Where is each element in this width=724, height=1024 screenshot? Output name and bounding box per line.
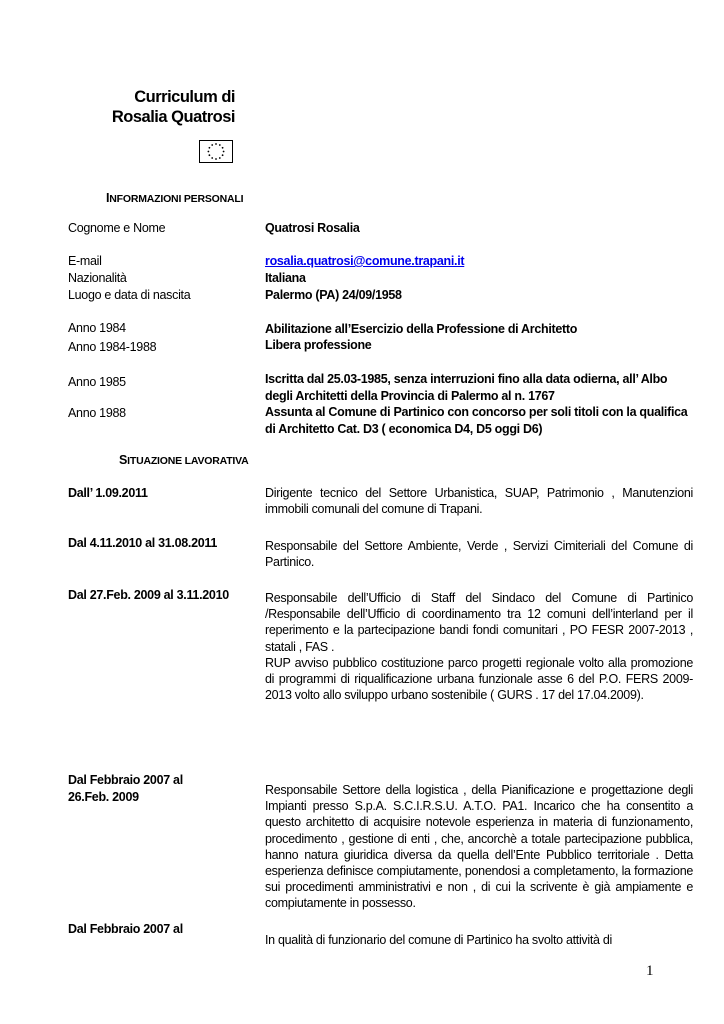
value-year-1985-line1: Iscritta dal 25.03-1985, senza interruzioni fino alla data odierna, all’ Albo [265,372,668,386]
cv-title-line1: Curriculum di [134,88,235,106]
work-description-1: Dirigente tecnico del Settore Urbanistica, SUAP, Patrimonio , Manutenzioni immobili comunali del comune di Trapani. [265,486,693,517]
personal-info-heading: INFORMAZIONI PERSONALI [106,191,244,205]
value-year-1984: Abilitazione all’Esercizio della Professione di Architetto [265,322,578,336]
work-description-3 [265,590,693,703]
work-description-3-part2: RUP avviso pubblico costituzione parco progetti regionale volto alla promozione di programmi di riqualificazione urbana funzionale asse 6 del P.O. FERS 2009-2013 volto allo sviluppo urbano sostenibile ( GURS . 17 del 17.04.2009). [265,655,693,703]
value-year-1985-line2: degli Architetti della Provincia di Palermo al n. 1767 [265,389,555,403]
value-year-1988-line1: Assunta al Comune di Partinico con concorso per soli titoli con la qualifica [265,405,688,419]
work-description-4: Responsabile Settore della logistica , della Pianificazione e progettazione degli Impianti presso S.p.A. S.C.I.R.S.U. A.T.O. PA1. Incarico che ha consentito a questo architetto di acquisire notevole esperienza in materia di funzionamento, procedimento , gestione di enti , che, ancorchè a totale partecipazione pubblica, hanno natura giuridica diversa da quella dell’Ente Pubblico territoriale . Detta esperienza definisce compiutamente, ponendosi a completamento, la formazione sui procedimenti amministrativi e non , di cui la scrivente è già ampiamente e compiutamente in possesso. [265,783,693,911]
value-nationality: Italiana [265,271,306,285]
label-year-1984-1988: Anno 1984-1988 [68,340,157,354]
label-year-1984: Anno 1984 [68,321,126,335]
label-year-1988: Anno 1988 [68,406,126,420]
work-period-4-line2: 26.Feb. 2009 [68,790,139,804]
label-email: E-mail [68,254,102,268]
label-name: Cognome e Nome [68,221,166,235]
work-description-5: In qualità di funzionario del comune di Partinico ha svolto attività di [265,933,612,947]
work-period-3: Dal 27.Feb. 2009 al 3.11.2010 [68,588,229,602]
page-number: 1 [646,963,654,979]
eu-flag-icon [199,140,233,163]
work-period-5: Dal Febbraio 2007 al [68,922,183,936]
value-year-1988-line2: di Architetto Cat. D3 ( economica D4, D5 oggi D6) [265,422,543,436]
work-description-2: Responsabile del Settore Ambiente, Verde , Servizi Cimiteriali del Comune di Partinico. [265,539,693,570]
label-nationality: Nazionalità [68,271,127,285]
work-period-4-line1: Dal Febbraio 2007 al [68,773,183,787]
value-year-1984-1988: Libera professione [265,338,372,352]
value-birth: Palermo (PA) 24/09/1958 [265,288,402,302]
work-situation-heading: SITUAZIONE LAVORATIVA [119,453,249,467]
value-name: Quatrosi Rosalia [265,221,360,235]
cv-title-line2: Rosalia Quatrosi [111,108,235,126]
label-birth: Luogo e data di nascita [68,288,191,302]
work-period-1: Dall’ 1.09.2011 [68,486,148,500]
email-link[interactable]: rosalia.quatrosi@comune.trapani.it [265,254,465,268]
work-period-2: Dal 4.11.2010 al 31.08.2011 [68,536,217,550]
work-description-3-part1: Responsabile dell’Ufficio di Staff del Sindaco del Comune di Partinico /Responsabile dell’Ufficio di coordinamento tra 12 comuni dell’interland per il reperimento e la partecipazione bandi fondi comunitari , PO FESR 2007-2013 , statali , FAS . [265,591,693,654]
label-year-1985: Anno 1985 [68,375,126,389]
